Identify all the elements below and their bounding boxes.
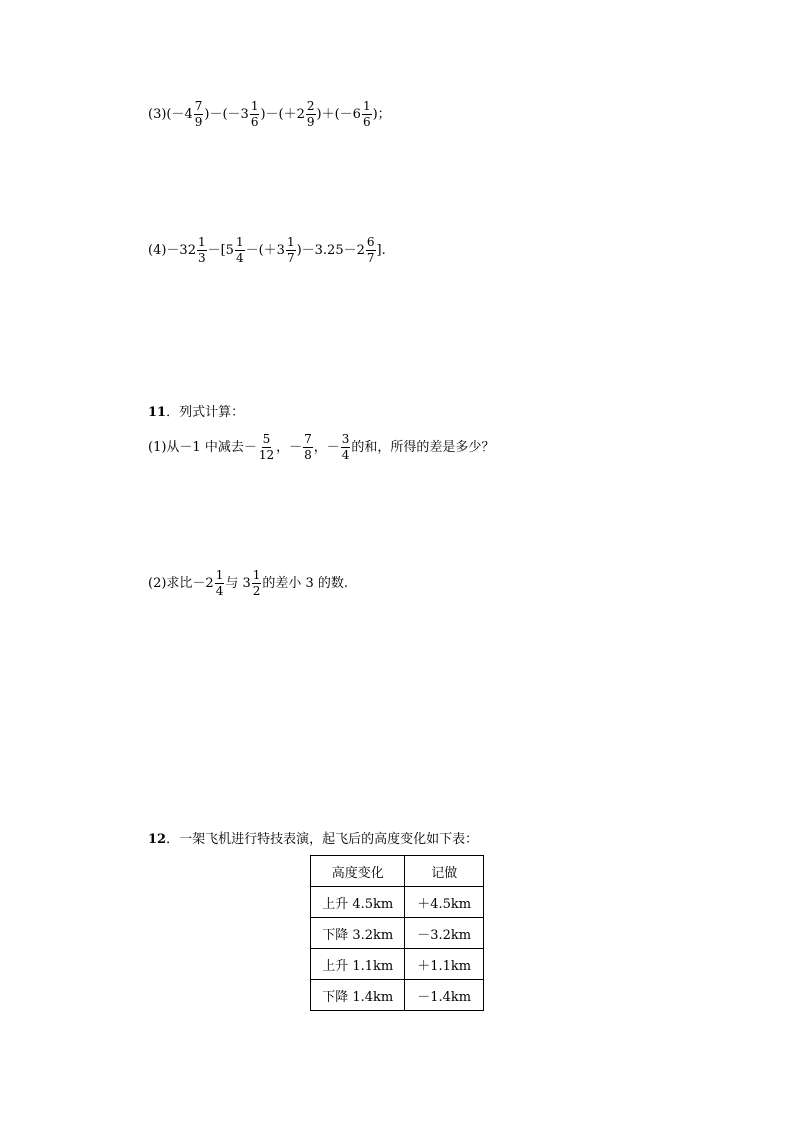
header-cell: 记做: [405, 856, 484, 887]
table-row: [311, 887, 484, 918]
question-3-expression: [148, 100, 391, 128]
numerator: 6: [366, 235, 375, 249]
question-11-number: 11: [148, 405, 167, 420]
denominator: 7: [366, 250, 375, 265]
expr-part: 的和，所得的差是多少？: [351, 439, 495, 455]
expr-part: －(＋3: [245, 242, 285, 258]
header-cell: 高度变化: [311, 856, 405, 887]
numerator: 1: [235, 235, 244, 249]
denominator: 8: [304, 447, 312, 462]
expr-part: )－(－3: [204, 106, 249, 122]
question-12-text: [148, 833, 478, 846]
expr-part: 求比－2: [166, 575, 214, 591]
numerator: 1: [362, 99, 371, 113]
numerator: 1: [250, 99, 259, 113]
denominator: 3: [197, 250, 206, 265]
part-2-label: (2): [148, 575, 167, 591]
fraction: [303, 433, 313, 461]
question-11-part-1: [148, 433, 494, 461]
denominator: 9: [194, 114, 203, 129]
expr-part: )＋(－6: [316, 106, 361, 122]
altitude-change-table: [310, 855, 484, 1011]
fraction: [194, 100, 204, 128]
denominator: 12: [258, 447, 275, 462]
table-cell: －1.4km: [405, 980, 484, 1011]
fraction: [235, 236, 245, 264]
fraction: [250, 100, 260, 128]
question-11-title: [148, 406, 244, 419]
expr-part: 的差小 3 的数.: [262, 575, 349, 591]
table-row: [311, 918, 484, 949]
expr-part: )；: [372, 106, 391, 122]
denominator: 9: [306, 114, 315, 129]
expr-part: －32: [166, 242, 196, 258]
denominator: 6: [250, 114, 259, 129]
fraction: [366, 236, 376, 264]
fraction: [341, 433, 351, 461]
table-cell: 上升 1.1km: [311, 949, 405, 980]
numerator: 1: [215, 568, 224, 582]
expr-part: 与 3: [225, 575, 251, 591]
question-12-body: ．一架飞机进行特技表演，起飞后的高度变化如下表：: [166, 832, 479, 847]
denominator: 4: [215, 583, 224, 598]
table-cell: －3.2km: [405, 918, 484, 949]
numerator: 1: [197, 235, 206, 249]
fraction: [362, 100, 372, 128]
question-11-part-2: [148, 569, 348, 597]
table-header-row: [311, 856, 484, 887]
table-row: [311, 980, 484, 1011]
numerator: 7: [194, 99, 203, 113]
part-1-label: (1): [148, 439, 167, 455]
fraction: [286, 236, 296, 264]
expr-part: 从－1 中减去－: [166, 439, 257, 455]
denominator: 6: [362, 114, 371, 129]
question-12-number: 12: [148, 832, 167, 847]
fraction: [258, 433, 275, 461]
numerator: 2: [306, 99, 315, 113]
fraction: [252, 569, 262, 597]
numerator: 1: [252, 568, 261, 582]
numerator: 5: [262, 432, 271, 446]
fraction: [306, 100, 316, 128]
expr-part: ].: [376, 242, 386, 258]
denominator: 2: [252, 583, 261, 598]
expr-part: (－4: [166, 106, 193, 122]
expr-part: ，－: [276, 439, 303, 455]
question-4-label: (4): [148, 242, 167, 258]
expr-part: ，－: [313, 439, 340, 455]
expr-part: )－3.25－2: [296, 242, 365, 258]
numerator: 7: [304, 432, 312, 446]
numerator: 3: [341, 432, 350, 446]
denominator: 4: [341, 447, 350, 462]
expr-part: )－(＋2: [260, 106, 305, 122]
fraction: [197, 236, 207, 264]
table-cell: 下降 3.2km: [311, 918, 405, 949]
denominator: 7: [286, 250, 295, 265]
fraction: [215, 569, 225, 597]
table-row: [311, 949, 484, 980]
question-11-title-text: ．列式计算：: [166, 405, 245, 420]
question-3-label: (3): [148, 106, 167, 122]
question-4-expression: [148, 236, 386, 264]
denominator: 4: [235, 250, 244, 265]
expr-part: －[5: [207, 242, 234, 258]
table-cell: 上升 4.5km: [311, 887, 405, 918]
table-cell: ＋1.1km: [405, 949, 484, 980]
table-cell: 下降 1.4km: [311, 980, 405, 1011]
table-cell: ＋4.5km: [405, 887, 484, 918]
numerator: 1: [286, 235, 295, 249]
